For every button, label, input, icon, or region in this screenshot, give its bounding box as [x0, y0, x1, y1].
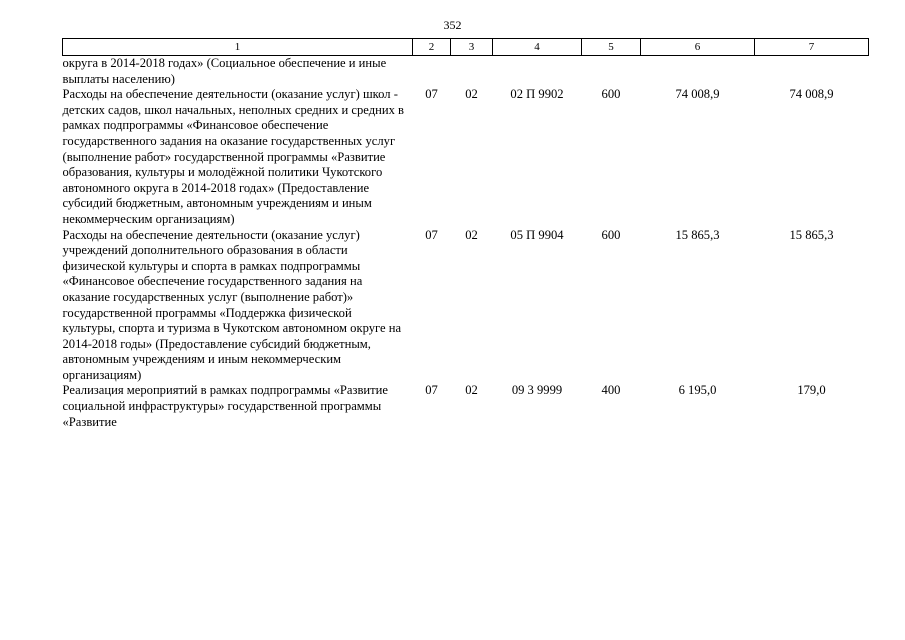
budget-table [62, 38, 869, 430]
table-row [63, 228, 869, 384]
target-article-code [493, 56, 582, 88]
expense-type-code [582, 56, 641, 88]
column-header-1: 1 [63, 39, 413, 56]
amount-col6: 6 195,0 [678, 383, 717, 398]
column-header-7: 7 [755, 39, 869, 56]
target-article-code: 05 П 9904 [510, 227, 564, 242]
column-header-3: 3 [451, 39, 493, 56]
target-article-code: 02 П 9902 [510, 87, 564, 102]
amount-col7 [755, 56, 869, 88]
amount-col6 [641, 56, 755, 88]
subsection-code: 02 [465, 87, 478, 102]
section-code: 07 [425, 87, 438, 102]
amount-col7: 179,0 [797, 383, 826, 398]
amount-col6: 74 008,9 [675, 87, 720, 102]
expense-type-code: 600 [601, 227, 621, 242]
section-code: 07 [425, 227, 438, 242]
subsection-code: 02 [465, 383, 478, 398]
table-header-row [63, 39, 869, 56]
expense-type-code: 400 [601, 383, 621, 398]
amount-col7: 15 865,3 [789, 227, 834, 242]
target-article-code: 09 3 9999 [511, 383, 563, 398]
amount-col7: 74 008,9 [789, 87, 834, 102]
section-code: 07 [425, 383, 438, 398]
page-number: 352 [443, 18, 462, 32]
column-header-5: 5 [582, 39, 641, 56]
subsection-code: 02 [465, 227, 478, 242]
row-description: округа в 2014-2018 годах» (Социальное обеспечение и иные выплаты населению) [62, 56, 387, 86]
column-header-4: 4 [493, 39, 582, 56]
subsection-code [451, 56, 493, 88]
column-header-2: 2 [413, 39, 451, 56]
amount-col6: 15 865,3 [675, 227, 720, 242]
expense-type-code: 600 [601, 87, 621, 102]
row-description: Реализация мероприятий в рамках подпрограммы «Развитие социальной инфраструктуры» государственной программы «Развитие [62, 383, 388, 429]
row-description: Расходы на обеспечение деятельности (оказание услуг) учреждений дополнительного образования в области физической культуры и спорта в рамках подпрограммы «Финансовое обеспечение государственного задания на оказание государственных услуг (выполнение работ)» государственной программы «Поддержка физической культуры, спорта и туризма в Чукотском автономном округе на 2014-2018 годы» (Предоставление субсидий бюджетным, автономным учреждениям и иным некоммерческим организациям) [62, 227, 402, 382]
section-code [413, 56, 451, 88]
table-row [63, 383, 869, 430]
column-header-6: 6 [641, 39, 755, 56]
table-row [63, 56, 869, 88]
row-description: Расходы на обеспечение деятельности (оказание услуг) школ - детских садов, школ начальных, неполных средних и средних в рамках подпрограммы «Финансовое обеспечение государственного задания на оказание государственных услуг (выполнение работ» государственной программы «Развитие образования, культуры и молодёжной политики Чукотского автономного округа в 2014-2018 годах» (Предоставление субсидий бюджетным, автономным учреждениям и иным некоммерческим организациям) [62, 87, 405, 226]
table-row [63, 87, 869, 227]
